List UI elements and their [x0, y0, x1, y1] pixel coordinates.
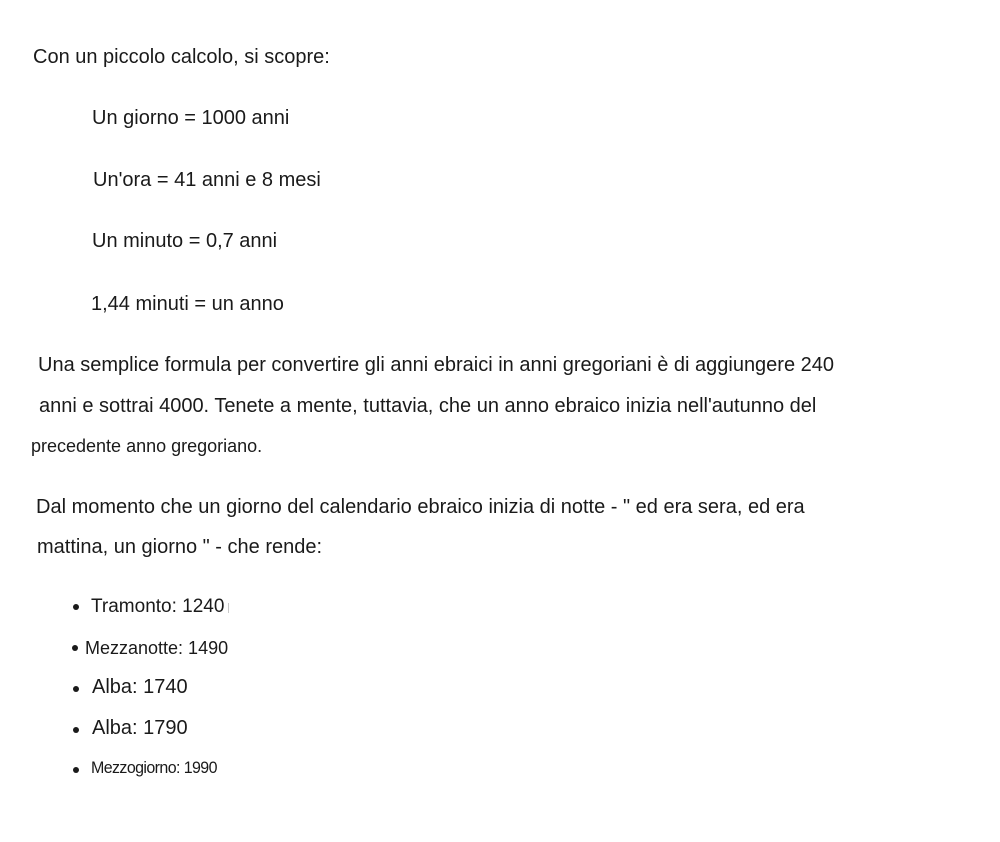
- intro-text: Con un piccolo calcolo, si scopre:: [33, 46, 330, 68]
- paragraph-conversion-line-3: precedente anno gregoriano.: [31, 436, 263, 456]
- bullet-icon: [73, 727, 79, 733]
- list-item-text: Tramonto: 1240: [91, 595, 229, 619]
- list-item-text: Mezzogiorno: 1990: [91, 759, 217, 778]
- list-item-text: Mezzanotte: 1490: [85, 638, 229, 658]
- bullet-icon: [73, 767, 79, 773]
- equivalence-year: 1,44 minuti = un anno: [91, 293, 284, 315]
- paragraph-day-start-line-2: mattina, un giorno " - che rende:: [37, 536, 323, 558]
- paragraph-day-start-line-1: Dal momento che un giorno del calendario ebraico inizia di notte - " ed era sera, ed era: [36, 496, 805, 518]
- paragraph-conversion-line-2: anni e sottrai 4000. Tenete a mente, tuttavia, che un anno ebraico inizia nell'autunno del: [39, 395, 817, 417]
- paragraph-conversion-line-1: Una semplice formula per convertire gli anni ebraici in anni gregoriani è di aggiungere 240: [38, 354, 835, 376]
- equivalence-hour: Un'ora = 41 anni e 8 mesi: [93, 169, 321, 191]
- list-item-text: Alba: 1740: [92, 676, 188, 698]
- bullet-icon: [73, 604, 79, 610]
- bullet-icon: [72, 645, 78, 651]
- cursor-mark: [228, 603, 229, 613]
- equivalence-day: Un giorno = 1000 anni: [92, 107, 290, 129]
- list-item-text: Alba: 1790: [92, 717, 188, 739]
- bullet-icon: [73, 686, 79, 692]
- equivalence-minute: Un minuto = 0,7 anni: [92, 230, 278, 252]
